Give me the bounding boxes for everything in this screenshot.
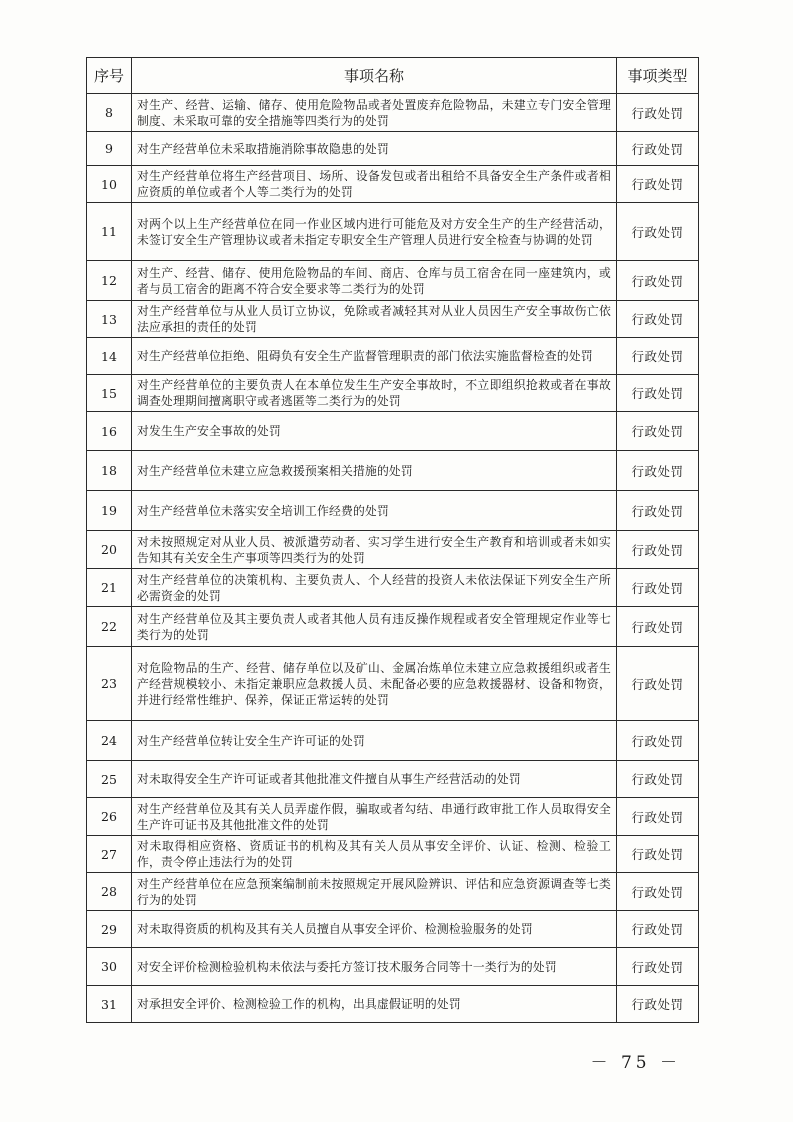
row-item-type: 行政处罚 xyxy=(617,132,699,166)
row-item-name: 对生产经营单位的决策机构、主要负责人、个人经营的投资人未依法保证下列安全生产所必需资金的处罚 xyxy=(132,569,617,607)
table-row xyxy=(87,911,699,948)
row-number: 28 xyxy=(87,873,132,911)
row-item-type: 行政处罚 xyxy=(617,531,699,569)
row-item-type: 行政处罚 xyxy=(617,491,699,531)
table-row xyxy=(87,986,699,1023)
row-number: 22 xyxy=(87,607,132,647)
row-item-name: 对未取得相应资格、资质证书的机构及其有关人员从事安全评价、认证、检测、检验工作，责令停止违法行为的处罚 xyxy=(132,836,617,873)
header-item-name: 事项名称 xyxy=(132,58,617,94)
table-row xyxy=(87,338,699,375)
row-item-type: 行政处罚 xyxy=(617,412,699,451)
row-number: 19 xyxy=(87,491,132,531)
table-header-row xyxy=(87,58,699,94)
table-row xyxy=(87,569,699,607)
table-row xyxy=(87,721,699,761)
table-row xyxy=(87,132,699,166)
row-number: 13 xyxy=(87,301,132,338)
row-item-type: 行政处罚 xyxy=(617,375,699,412)
row-item-type: 行政处罚 xyxy=(617,761,699,798)
row-item-type: 行政处罚 xyxy=(617,261,699,301)
row-number: 9 xyxy=(87,132,132,166)
table-row xyxy=(87,166,699,203)
header-serial-number: 序号 xyxy=(87,58,132,94)
row-item-type: 行政处罚 xyxy=(617,569,699,607)
row-item-name: 对两个以上生产经营单位在同一作业区域内进行可能危及对方安全生产的生产经营活动，未签订安全生产管理协议或者未指定专职安全生产管理人员进行安全检查与协调的处罚 xyxy=(132,203,617,261)
row-item-type: 行政处罚 xyxy=(617,873,699,911)
row-item-name: 对生产、经营、运输、储存、使用危险物品或者处置废弃危险物品，未建立专门安全管理制度、未采取可靠的安全措施等四类行为的处罚 xyxy=(132,94,617,132)
row-item-name: 对未按照规定对从业人员、被派遣劳动者、实习学生进行安全生产教育和培训或者未如实告知其有关安全生产事项等四类行为的处罚 xyxy=(132,531,617,569)
table-row xyxy=(87,301,699,338)
page-number: － 75 － xyxy=(590,1053,681,1073)
row-item-name: 对生产经营单位未落实安全培训工作经费的处罚 xyxy=(132,491,617,531)
table-row xyxy=(87,873,699,911)
row-number: 21 xyxy=(87,569,132,607)
row-item-name: 对生产经营单位拒绝、阻碍负有安全生产监督管理职责的部门依法实施监督检查的处罚 xyxy=(132,338,617,375)
row-item-type: 行政处罚 xyxy=(617,94,699,132)
table-row xyxy=(87,261,699,301)
table-row xyxy=(87,94,699,132)
row-item-name: 对未取得资质的机构及其有关人员擅自从事安全评价、检测检验服务的处罚 xyxy=(132,911,617,948)
row-number: 24 xyxy=(87,721,132,761)
row-number: 31 xyxy=(87,986,132,1023)
row-number: 11 xyxy=(87,203,132,261)
row-item-name: 对生产经营单位转让安全生产许可证的处罚 xyxy=(132,721,617,761)
row-number: 27 xyxy=(87,836,132,873)
row-item-type: 行政处罚 xyxy=(617,721,699,761)
row-number: 14 xyxy=(87,338,132,375)
row-number: 30 xyxy=(87,948,132,986)
table-row xyxy=(87,375,699,412)
row-item-name: 对生产经营单位及其主要负责人或者其他人员有违反操作规程或者安全管理规定作业等七类行为的处罚 xyxy=(132,607,617,647)
table-row xyxy=(87,647,699,721)
row-number: 25 xyxy=(87,761,132,798)
table-row xyxy=(87,607,699,647)
row-number: 10 xyxy=(87,166,132,203)
table-row xyxy=(87,412,699,451)
table-row xyxy=(87,203,699,261)
row-item-name: 对发生生产安全事故的处罚 xyxy=(132,412,617,451)
table-row xyxy=(87,836,699,873)
row-number: 12 xyxy=(87,261,132,301)
table-row xyxy=(87,451,699,491)
row-item-type: 行政处罚 xyxy=(617,836,699,873)
row-item-name: 对生产经营单位在应急预案编制前未按照规定开展风险辨识、评估和应急资源调查等七类行为的处罚 xyxy=(132,873,617,911)
table-row xyxy=(87,491,699,531)
row-item-name: 对生产经营单位未采取措施消除事故隐患的处罚 xyxy=(132,132,617,166)
table-row xyxy=(87,531,699,569)
row-item-type: 行政处罚 xyxy=(617,301,699,338)
row-number: 18 xyxy=(87,451,132,491)
table-row xyxy=(87,948,699,986)
row-item-type: 行政处罚 xyxy=(617,166,699,203)
row-number: 20 xyxy=(87,531,132,569)
row-item-name: 对安全评价检测检验机构未依法与委托方签订技术服务合同等十一类行为的处罚 xyxy=(132,948,617,986)
row-number: 16 xyxy=(87,412,132,451)
row-item-type: 行政处罚 xyxy=(617,911,699,948)
row-item-type: 行政处罚 xyxy=(617,798,699,836)
row-number: 26 xyxy=(87,798,132,836)
row-item-name: 对生产经营单位及其有关人员弄虚作假，骗取或者勾结、串通行政审批工作人员取得安全生产许可证书及其他批准文件的处罚 xyxy=(132,798,617,836)
header-item-type: 事项类型 xyxy=(617,58,699,94)
row-number: 15 xyxy=(87,375,132,412)
table-row xyxy=(87,798,699,836)
row-item-name: 对承担安全评价、检测检验工作的机构，出具虚假证明的处罚 xyxy=(132,986,617,1023)
row-item-name: 对危险物品的生产、经营、储存单位以及矿山、金属冶炼单位未建立应急救援组织或者生产经营规模较小、未指定兼职应急救援人员、未配备必要的应急救援器材、设备和物资，并进行经常性维护、保养，保证正常运转的处罚 xyxy=(132,647,617,721)
row-item-type: 行政处罚 xyxy=(617,986,699,1023)
row-number: 29 xyxy=(87,911,132,948)
row-item-type: 行政处罚 xyxy=(617,948,699,986)
row-item-type: 行政处罚 xyxy=(617,451,699,491)
row-item-name: 对生产经营单位未建立应急救援预案相关措施的处罚 xyxy=(132,451,617,491)
row-number: 8 xyxy=(87,94,132,132)
row-item-type: 行政处罚 xyxy=(617,338,699,375)
row-item-name: 对生产经营单位将生产经营项目、场所、设备发包或者出租给不具备安全生产条件或者相应资质的单位或者个人等二类行为的处罚 xyxy=(132,166,617,203)
items-table xyxy=(86,57,699,1023)
row-item-name: 对未取得安全生产许可证或者其他批准文件擅自从事生产经营活动的处罚 xyxy=(132,761,617,798)
row-item-name: 对生产、经营、储存、使用危险物品的车间、商店、仓库与员工宿舍在同一座建筑内，或者与员工宿舍的距离不符合安全要求等二类行为的处罚 xyxy=(132,261,617,301)
table-row xyxy=(87,761,699,798)
row-item-name: 对生产经营单位与从业人员订立协议，免除或者减轻其对从业人员因生产安全事故伤亡依法应承担的责任的处罚 xyxy=(132,301,617,338)
row-number: 23 xyxy=(87,647,132,721)
row-item-name: 对生产经营单位的主要负责人在本单位发生生产安全事故时，不立即组织抢救或者在事故调查处理期间擅离职守或者逃匿等二类行为的处罚 xyxy=(132,375,617,412)
row-item-type: 行政处罚 xyxy=(617,607,699,647)
row-item-type: 行政处罚 xyxy=(617,647,699,721)
row-item-type: 行政处罚 xyxy=(617,203,699,261)
